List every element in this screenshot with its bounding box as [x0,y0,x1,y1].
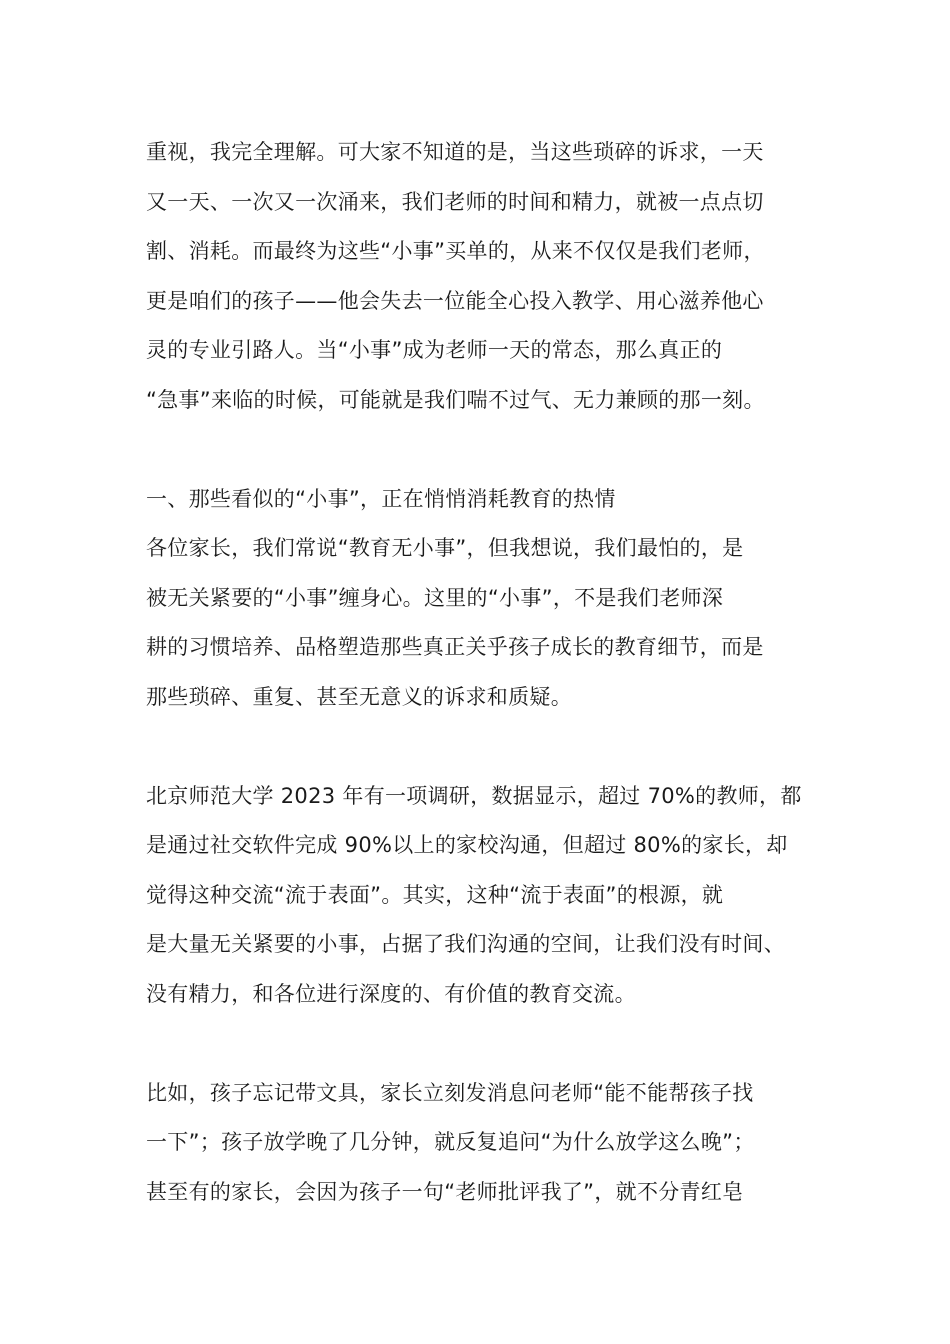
text-line: 一下”；孩子放学晚了几分钟，就反复追问“为什么放学这么晚”； [146,1130,755,1154]
paragraph-spacer [146,722,826,772]
text-line: 北京师范大学 2023 年有一项调研，数据显示，超过 70%的教师，都 [146,783,802,808]
paragraph-spacer [146,425,826,475]
paragraph [146,772,826,1020]
paragraph-spacer [146,1019,826,1069]
text-line: 灵的专业引路人。当“小事”成为老师一天的常态，那么真正的 [146,338,723,362]
text-line: 又一天、一次又一次涌来，我们老师的时间和精力，就被一点点切 [146,189,764,214]
text-line: 比如，孩子忘记带文具，家长立刻发消息问老师“能不能帮孩子找 [146,1080,754,1105]
text-line: 那些琐碎、重复、甚至无意义的诉求和质疑。 [146,684,572,709]
text-line: 觉得这种交流“流于表面”。其实，这种“流于表面”的根源，就 [146,882,724,907]
text-line: 被无关紧要的“小事”缠身心。这里的“小事”，不是我们老师深 [146,585,724,610]
text-line: 是大量无关紧要的小事，占据了我们沟通的空间，让我们没有时间、 [146,932,785,956]
paragraph [146,1069,826,1218]
text-line: 甚至有的家长，会因为孩子一句“老师批评我了”，就不分青红皂 [146,1179,744,1204]
text-line: 是通过社交软件完成 90%以上的家校沟通，但超过 80%的家长，却 [146,833,788,857]
text-line: 重视，我完全理解。可大家不知道的是，当这些琐碎的诉求，一天 [146,140,764,164]
section [146,475,826,723]
paragraph [146,128,826,425]
section-heading: 一、那些看似的“小事”，正在悄悄消耗教育的热情 [146,486,616,511]
text-line: 耕的习惯培养、品格塑造那些真正关乎孩子成长的教育细节，而是 [146,635,764,659]
text-line: 各位家长，我们常说“教育无小事”，但我想说，我们最怕的，是 [146,536,744,560]
document-body [146,128,826,1217]
text-line: 更是咱们的孩子——他会失去一位能全心投入教学、用心滋养他心 [146,288,764,313]
text-line: 没有精力，和各位进行深度的、有价值的教育交流。 [146,981,636,1006]
text-line: 割、消耗。而最终为这些“小事”买单的，从来不仅仅是我们老师， [146,239,765,263]
text-line: “急事”来临的时候，可能就是我们喘不过气、无力兼顾的那一刻。 [146,387,765,412]
